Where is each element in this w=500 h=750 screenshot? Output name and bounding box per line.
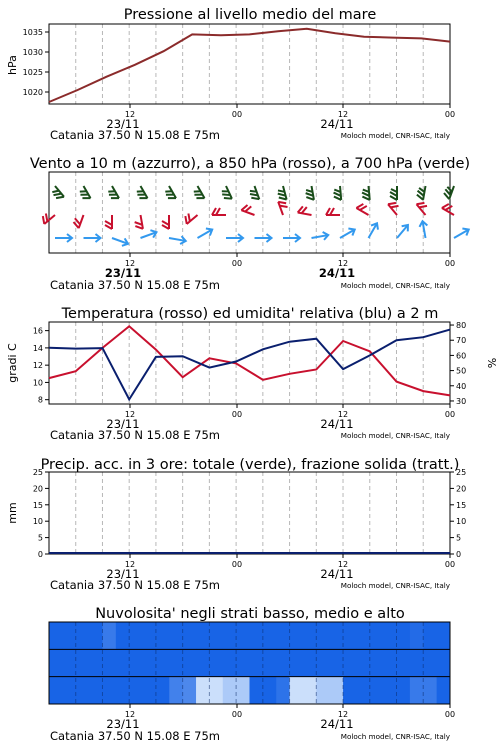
wind-barb-700-hpa xyxy=(77,186,90,202)
cloud-cell-basso xyxy=(102,677,116,704)
cloud-cell-basso xyxy=(236,677,250,704)
barb-flag xyxy=(216,208,220,215)
date-label-day2: 24/11 xyxy=(320,117,354,131)
cloud-cell-alto xyxy=(116,622,130,649)
cloud-cell-medio xyxy=(209,649,223,676)
model-credit: Moloch model, CNR-ISAC, Italy xyxy=(340,732,450,741)
panel-pressure xyxy=(6,7,455,142)
cloud-cell-basso xyxy=(196,677,210,704)
cloud-cell-alto xyxy=(169,622,183,649)
barb-shaft xyxy=(298,213,312,215)
wind-barb-850-hpa xyxy=(72,213,83,229)
temp-y-ticks xyxy=(33,327,49,405)
y-tick-label: 1020 xyxy=(22,88,43,97)
cloud-cell-medio xyxy=(356,649,370,676)
cloud-cell-basso xyxy=(223,677,237,704)
y-tick-label: 5 xyxy=(456,533,462,543)
cloud-cell-alto xyxy=(290,622,304,649)
cloud-cell-alto xyxy=(303,622,317,649)
cloud-cell-medio xyxy=(236,649,250,676)
wind-barb-700-hpa xyxy=(390,186,397,200)
cloud-cell-basso xyxy=(129,677,143,704)
cloud-cell-medio xyxy=(183,649,197,676)
cloud-cell-medio xyxy=(370,649,384,676)
wind-barb-700-hpa xyxy=(163,186,176,202)
cloud-cell-basso xyxy=(183,677,197,704)
cloud-cell-medio xyxy=(116,649,130,676)
x-tick-label: 12 xyxy=(124,259,136,268)
cloud-cell-medio xyxy=(303,649,317,676)
cloud-cell-basso xyxy=(290,677,304,704)
temp-rh-gridlines xyxy=(76,322,423,404)
cloud-cell-basso xyxy=(303,677,317,704)
cloud-cell-basso xyxy=(62,677,76,704)
wind-barb-850-hpa xyxy=(326,208,340,215)
wind-barb-850-hpa xyxy=(298,206,313,215)
precip-x-ticks xyxy=(125,554,455,569)
wind-barb-10-m xyxy=(168,234,186,245)
wind-barb-10-m xyxy=(139,228,158,241)
cloud-cell-basso xyxy=(89,677,103,704)
pressure-title: Pressione al livello medio del mare xyxy=(123,7,377,23)
cloud-cell-basso xyxy=(330,677,344,704)
x-tick-label: 00 xyxy=(231,259,243,268)
precip-y-label: mm xyxy=(6,502,19,524)
y-tick-label: 10 xyxy=(32,378,43,388)
cloud-cell-alto xyxy=(437,622,451,649)
wind-title: Vento a 10 m (azzurro), a 850 hPa (rosso), a 700 hPa (verde) xyxy=(29,156,471,172)
cloud-cell-basso xyxy=(143,677,157,704)
wind-barb-700-hpa xyxy=(134,186,147,202)
cloud-cell-medio xyxy=(76,649,90,676)
y-tick-label: 0 xyxy=(456,550,462,559)
cloud-cell-basso xyxy=(49,677,63,704)
x-tick-label: 00 xyxy=(444,710,456,719)
cloud-cell-basso xyxy=(116,677,130,704)
wind-x-ticks xyxy=(125,253,455,268)
wind-barb-700-hpa xyxy=(333,186,341,201)
wind-barb-10-m xyxy=(84,234,101,242)
x-tick-label: 12 xyxy=(124,560,136,569)
pressure-y-label: hPa xyxy=(6,55,19,75)
cloud-x-ticks xyxy=(125,704,455,719)
barb-flag xyxy=(326,208,330,215)
cloud-cell-basso xyxy=(397,677,411,704)
cloud-cell-alto xyxy=(209,622,223,649)
barb-shaft xyxy=(340,186,341,200)
cloud-cell-alto xyxy=(49,622,63,649)
y-tick-label: 30 xyxy=(456,396,467,406)
x-tick-label: 12 xyxy=(124,710,136,719)
location-caption: Catania 37.50 N 15.08 E 75m xyxy=(50,578,220,592)
wind-barb-10-m xyxy=(55,234,72,242)
date-label-day1: 23/11 xyxy=(106,717,140,731)
barb-flag xyxy=(390,192,397,196)
barb-shaft xyxy=(278,202,283,215)
cloud-cell-medio xyxy=(343,649,357,676)
cloud-cell-medio xyxy=(62,649,76,676)
y-tick-label: 20 xyxy=(32,484,43,494)
date-label-day2: 24/11 xyxy=(320,717,354,731)
y-tick-label: 8 xyxy=(37,395,43,405)
cloud-title: Nuvolosita' negli strati basso, medio e alto xyxy=(95,606,405,622)
x-tick-label: 12 xyxy=(337,560,349,569)
barb-flag xyxy=(105,225,112,229)
cloud-cell-medio xyxy=(102,649,116,676)
cloud-cell-medio xyxy=(143,649,157,676)
precip-gridlines xyxy=(76,472,423,554)
x-tick-label: 00 xyxy=(231,110,243,119)
precip-plot-frame xyxy=(49,472,450,554)
y-tick-label: 50 xyxy=(456,366,467,376)
x-tick-label: 00 xyxy=(444,110,456,119)
cloud-cell-medio xyxy=(423,649,437,676)
barb-flag xyxy=(330,208,334,215)
wind-barb-850-hpa xyxy=(241,204,257,215)
panel-wind xyxy=(30,156,471,292)
y-tick-label: 0 xyxy=(37,550,43,559)
cloud-cell-alto xyxy=(263,622,277,649)
cloud-cell-alto xyxy=(156,622,170,649)
barb-flag xyxy=(212,208,216,215)
cloud-cell-alto xyxy=(76,622,90,649)
cloud-cell-basso xyxy=(169,677,183,704)
model-credit: Moloch model, CNR-ISAC, Italy xyxy=(340,131,450,140)
cloud-cell-medio xyxy=(223,649,237,676)
wind-barb-700-hpa xyxy=(443,184,454,200)
cloud-cell-medio xyxy=(263,649,277,676)
cloud-cell-alto xyxy=(89,622,103,649)
temp-rh-series xyxy=(49,326,450,399)
cloud-cell-alto xyxy=(410,622,424,649)
precip-y-ticks-left xyxy=(33,468,49,559)
location-caption: Catania 37.50 N 15.08 E 75m xyxy=(50,729,220,743)
barb-shaft xyxy=(312,186,314,200)
cloud-cell-alto xyxy=(370,622,384,649)
y-tick-label: 10 xyxy=(456,517,467,527)
x-tick-label: 00 xyxy=(444,259,456,268)
x-tick-label: 12 xyxy=(337,110,349,119)
wind-barb-850-hpa xyxy=(162,215,169,229)
date-label-day1: 23/11 xyxy=(106,417,140,431)
x-tick-label: 12 xyxy=(124,410,136,419)
precip-y-ticks-right xyxy=(450,468,466,559)
wind-barb-10-m xyxy=(226,234,243,242)
barb-flag xyxy=(162,221,169,225)
model-credit: Moloch model, CNR-ISAC, Italy xyxy=(340,281,450,290)
y-tick-label: 40 xyxy=(456,381,467,391)
x-tick-label: 12 xyxy=(124,110,136,119)
wind-barb-10-m xyxy=(196,226,215,241)
barb-shaft xyxy=(141,215,143,229)
cloud-cell-medio xyxy=(169,649,183,676)
barb-flag xyxy=(390,196,397,200)
x-tick-label: 00 xyxy=(231,410,243,419)
cloud-cell-medio xyxy=(316,649,330,676)
cloud-cell-basso xyxy=(156,677,170,704)
cloud-cell-alto xyxy=(356,622,370,649)
cloud-cell-basso xyxy=(423,677,437,704)
y-tick-label: 10 xyxy=(32,517,43,527)
x-tick-label: 12 xyxy=(337,410,349,419)
y-tick-label: 1030 xyxy=(22,48,43,57)
date-label-day2: 24/11 xyxy=(318,266,356,280)
cloud-cell-medio xyxy=(437,649,451,676)
wind-barb-700-hpa xyxy=(362,186,370,201)
cloud-cell-alto xyxy=(196,622,210,649)
wind-barb-10-m xyxy=(338,226,357,241)
barb-shaft xyxy=(255,186,260,199)
wind-barb-850-hpa xyxy=(182,210,197,224)
cloud-heatmap-cells xyxy=(49,622,451,704)
cloud-cell-basso xyxy=(316,677,330,704)
barb-shaft xyxy=(241,210,254,215)
wind-barb-700-hpa xyxy=(191,186,204,202)
cloud-cell-alto xyxy=(183,622,197,649)
cloud-cell-alto xyxy=(62,622,76,649)
cloud-cell-basso xyxy=(343,677,357,704)
barb-flag xyxy=(105,221,112,225)
y-tick-label: 1035 xyxy=(22,28,43,37)
cloud-cell-alto xyxy=(236,622,250,649)
cloud-cell-medio xyxy=(250,649,264,676)
wind-barb-10-m xyxy=(365,221,380,240)
cloud-cell-medio xyxy=(410,649,424,676)
panel-temperature-humidity xyxy=(6,306,498,442)
cloud-cell-basso xyxy=(437,677,451,704)
x-tick-label: 12 xyxy=(337,710,349,719)
wind-barb-700-hpa xyxy=(50,186,64,201)
date-label-day2: 24/11 xyxy=(320,417,354,431)
location-caption: Catania 37.50 N 15.08 E 75m xyxy=(50,428,220,442)
pressure-series xyxy=(49,29,450,102)
wind-barb-850-hpa xyxy=(417,200,431,215)
cloud-cell-alto xyxy=(143,622,157,649)
wind-barb-700-hpa xyxy=(220,186,232,202)
y-tick-label: 5 xyxy=(37,533,43,543)
wind-barb-850-hpa xyxy=(212,208,226,215)
temp-y-label: gradi C xyxy=(6,343,19,383)
cloud-cell-alto xyxy=(250,622,264,649)
cloud-cell-medio xyxy=(330,649,344,676)
wind-barb-10-m xyxy=(452,226,471,241)
cloud-cell-basso xyxy=(410,677,424,704)
wind-barb-700-hpa xyxy=(248,186,259,202)
x-tick-label: 12 xyxy=(337,259,349,268)
wind-barb-10-m xyxy=(419,221,430,239)
y-tick-label: 25 xyxy=(32,468,43,477)
x-tick-label: 00 xyxy=(231,710,243,719)
wind-barb-850-hpa xyxy=(388,200,402,215)
pressure-plot-frame xyxy=(49,24,450,104)
cloud-cell-medio xyxy=(129,649,143,676)
cloud-cell-alto xyxy=(276,622,290,649)
panel-precipitation xyxy=(6,457,466,592)
wind-barb-700-hpa xyxy=(416,185,425,200)
rh-y-ticks xyxy=(450,321,466,406)
wind-barbs xyxy=(40,184,471,248)
barb-flag xyxy=(162,225,169,229)
barb-shaft xyxy=(79,215,84,228)
x-tick-label: 00 xyxy=(444,560,456,569)
temp-rh-x-ticks xyxy=(125,404,455,419)
y-tick-label: 80 xyxy=(456,321,467,331)
cloud-cell-medio xyxy=(383,649,397,676)
cloud-cell-medio xyxy=(196,649,210,676)
date-label-day1: 23/11 xyxy=(104,266,142,280)
y-tick-label: 16 xyxy=(32,326,43,336)
location-caption: Catania 37.50 N 15.08 E 75m xyxy=(50,128,220,142)
pressure-y-ticks xyxy=(23,28,49,97)
cloud-cell-basso xyxy=(76,677,90,704)
y-tick-label: 15 xyxy=(32,500,43,510)
cloud-cell-medio xyxy=(290,649,304,676)
cloud-cell-basso xyxy=(209,677,223,704)
cloud-cell-medio xyxy=(276,649,290,676)
cloud-cell-alto xyxy=(343,622,357,649)
cloud-cell-alto xyxy=(423,622,437,649)
cloud-cell-alto xyxy=(383,622,397,649)
wind-barb-700-hpa xyxy=(276,186,286,201)
cloud-cell-basso xyxy=(250,677,264,704)
date-label-day2: 24/11 xyxy=(320,567,354,581)
cloud-cell-alto xyxy=(316,622,330,649)
x-tick-label: 00 xyxy=(444,410,456,419)
y-tick-label: 70 xyxy=(456,336,467,346)
wind-barb-850-hpa xyxy=(278,199,289,215)
wind-barb-850-hpa xyxy=(105,215,112,229)
y-tick-label: 15 xyxy=(456,500,467,510)
y-tick-label: 20 xyxy=(456,484,467,494)
x-tick-label: 00 xyxy=(231,560,243,569)
rh-y-label: % xyxy=(485,357,498,369)
cloud-cell-basso xyxy=(263,677,277,704)
wind-barb-700-hpa xyxy=(106,186,119,202)
cloud-cell-alto xyxy=(102,622,116,649)
cloud-cell-alto xyxy=(330,622,344,649)
date-label-day1: 23/11 xyxy=(106,117,140,131)
cloud-cell-medio xyxy=(49,649,63,676)
cloud-cell-medio xyxy=(397,649,411,676)
date-label-day1: 23/11 xyxy=(106,567,140,581)
wind-barb-850-hpa xyxy=(40,210,55,224)
wind-barb-10-m xyxy=(111,234,130,247)
cloud-cell-basso xyxy=(370,677,384,704)
cloud-cell-alto xyxy=(397,622,411,649)
y-tick-label: 25 xyxy=(456,468,467,477)
cloud-cell-medio xyxy=(89,649,103,676)
precip-title: Precip. acc. in 3 ore: totale (verde), frazione solida (tratt.) xyxy=(40,457,460,473)
cloud-cell-basso xyxy=(276,677,290,704)
model-credit: Moloch model, CNR-ISAC, Italy xyxy=(340,581,450,590)
y-tick-label: 12 xyxy=(32,361,43,371)
barb-shaft xyxy=(369,186,370,200)
wind-barb-700-hpa xyxy=(305,186,314,201)
cloud-cell-medio xyxy=(156,649,170,676)
y-tick-label: 14 xyxy=(32,343,43,353)
barb-shaft xyxy=(283,186,287,200)
cloud-cell-alto xyxy=(223,622,237,649)
humidity-line xyxy=(49,330,450,400)
y-tick-label: 60 xyxy=(456,351,467,361)
wind-barb-850-hpa xyxy=(134,215,143,230)
wind-barb-10-m xyxy=(311,231,329,242)
pressure-x-ticks xyxy=(125,104,455,119)
cloud-cell-alto xyxy=(129,622,143,649)
wind-barb-10-m xyxy=(283,234,300,242)
pressure-line xyxy=(49,29,450,102)
y-tick-label: 1025 xyxy=(22,68,43,77)
temp-rh-title: Temperatura (rosso) ed umidita' relativa (blu) a 2 m xyxy=(61,306,439,322)
cloud-cell-basso xyxy=(383,677,397,704)
location-caption: Catania 37.50 N 15.08 E 75m xyxy=(50,278,220,292)
model-credit: Moloch model, CNR-ISAC, Italy xyxy=(340,431,450,440)
cloud-cell-basso xyxy=(356,677,370,704)
panel-cloud-cover xyxy=(49,606,455,743)
